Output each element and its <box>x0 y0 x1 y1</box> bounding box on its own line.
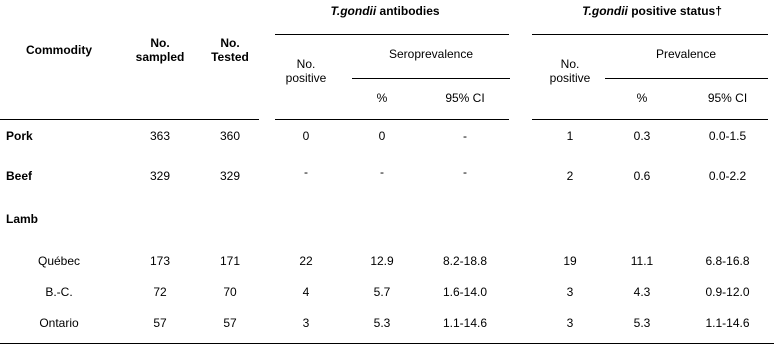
tested-cell: 360 <box>219 129 241 143</box>
header-bottom-rule-left <box>0 119 259 120</box>
antibodies-group-rule <box>275 34 509 35</box>
header-bottom-rule-right <box>532 119 768 120</box>
prevalence-header: Prevalence <box>655 47 717 61</box>
sampled-cell: 72 <box>153 285 167 299</box>
antibodies-group-heading: T.gondii antibodies <box>330 4 440 18</box>
row-label: Ontario <box>39 316 79 330</box>
sampled-cell: 57 <box>153 316 167 330</box>
st-percent-cell: 11.1 <box>630 254 654 268</box>
ab-ci-cell: 1.1-14.6 <box>442 316 488 330</box>
row-label: Pork <box>6 129 33 143</box>
sampled-cell: 173 <box>149 254 171 268</box>
ab-percent-cell: 12.9 <box>370 254 394 268</box>
sampled-cell: 363 <box>149 129 171 143</box>
row-label: Québec <box>37 254 81 268</box>
seroprevalence-rule <box>352 78 510 79</box>
ab-ci-cell: 1.6-14.0 <box>442 285 488 299</box>
ab-positive-cell: 3 <box>302 316 310 330</box>
ab-positive-cell: 4 <box>302 285 310 299</box>
tested-cell: 329 <box>219 169 241 183</box>
st-positive-cell: 2 <box>566 169 574 183</box>
st-ci-cell: 0.0-2.2 <box>708 169 747 183</box>
st-positive-cell: 3 <box>566 285 574 299</box>
st-positive-cell: 19 <box>563 254 577 268</box>
no-sampled-column-header: No. sampled <box>135 36 185 64</box>
st-ci-cell: 0.0-1.5 <box>708 129 747 143</box>
table-bottom-rule <box>0 343 774 344</box>
row-label: Beef <box>6 169 33 183</box>
ab-ci-cell: 8.2-18.8 <box>442 254 488 268</box>
ab-percent-cell: 5.7 <box>373 285 391 299</box>
ab-percent-cell: - <box>380 165 384 179</box>
ab-percent-cell: 5.3 <box>373 316 391 330</box>
prevalence-rule <box>605 78 768 79</box>
positive-status-group-heading: T.gondii positive status† <box>582 4 722 18</box>
positive-group-rule <box>532 34 768 35</box>
row-label: B.-C. <box>45 285 73 299</box>
st-ci-cell: 1.1-14.6 <box>705 316 750 330</box>
st-percent-cell: 4.3 <box>633 285 651 299</box>
st-positive-cell: 1 <box>566 129 574 143</box>
ab-ci-cell: - <box>463 129 467 143</box>
ab-percent-header: % <box>376 91 388 105</box>
st-percent-cell: 5.3 <box>633 316 651 330</box>
st-percent-cell: 0.6 <box>633 169 651 183</box>
st-percent-cell: 0.3 <box>633 129 651 143</box>
seroprevalence-header: Seroprevalence <box>388 47 474 61</box>
no-tested-column-header: No. Tested <box>211 36 249 64</box>
st-ci-header: 95% CI <box>707 91 748 105</box>
tested-cell: 57 <box>223 316 237 330</box>
st-no-positive-header: No. positive <box>549 57 591 85</box>
st-ci-cell: 6.8-16.8 <box>705 254 750 268</box>
commodity-column-header: Commodity <box>26 43 92 57</box>
ab-ci-header: 95% CI <box>445 91 485 105</box>
tested-cell: 70 <box>223 285 237 299</box>
ab-ci-cell: - <box>463 165 467 179</box>
st-percent-header: % <box>636 91 648 105</box>
ab-positive-cell: 0 <box>302 129 310 143</box>
st-positive-cell: 3 <box>566 316 574 330</box>
ab-no-positive-header: No. positive <box>285 57 327 85</box>
ab-percent-cell: 0 <box>378 129 386 143</box>
sampled-cell: 329 <box>149 169 171 183</box>
ab-positive-cell: 22 <box>299 254 313 268</box>
st-ci-cell: 0.9-12.0 <box>705 285 750 299</box>
header-bottom-rule-mid <box>275 119 509 120</box>
ab-positive-cell: - <box>304 165 308 179</box>
tested-cell: 171 <box>219 254 241 268</box>
row-label: Lamb <box>6 212 39 226</box>
